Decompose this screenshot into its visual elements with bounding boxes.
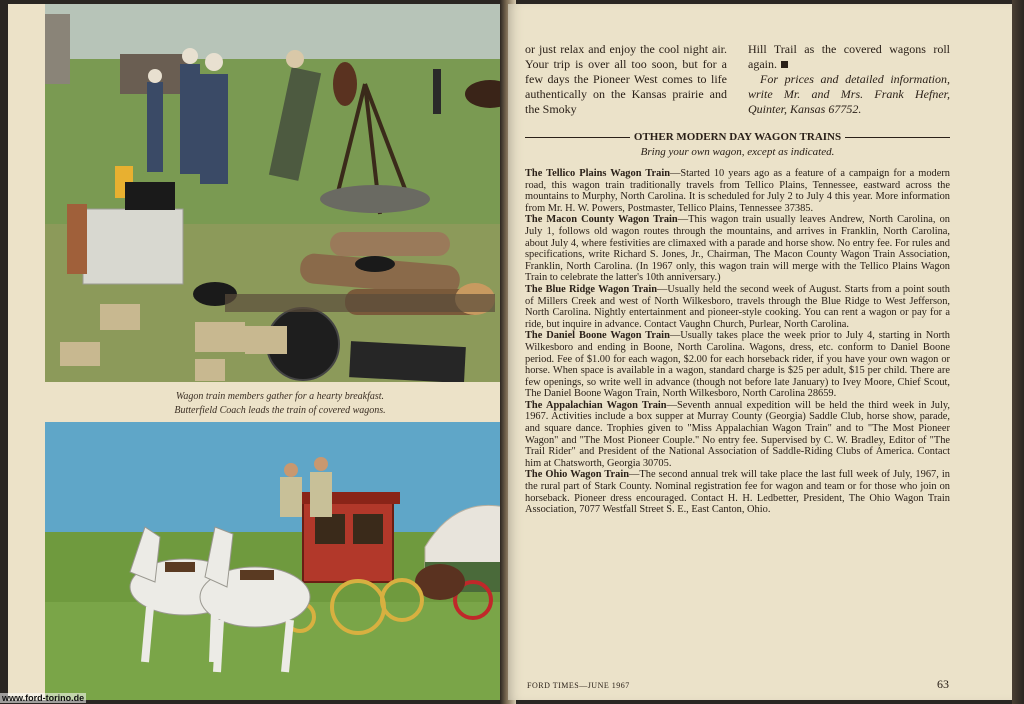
magazine-footer: FORD TIMES—JUNE 1967: [527, 681, 630, 690]
breakfast-scene: [45, 4, 504, 382]
stagecoach-photo: [45, 422, 504, 700]
entry-body: —Seventh annual expedition will be held the third week in July, 1967. Activities include a box supper at Murray County (Georgia) Saddle Club, horse show, parade, and square dance. Trophies given to "Miss Appalachian Wagon Train" and to "The Most Pioneer Wagon" and "The Most Pioneer Couple." No entry fee. Supervised by C. W. Bradley, Editor of "The Trail Rider" and President of the National Association of Saddle-Riding Clubs of America. Contact him at Chatsworth, Georgia 30705.: [525, 399, 951, 469]
heading-rule-left: [525, 137, 630, 138]
section-heading-text: OTHER MODERN DAY WAGON TRAINS: [633, 131, 842, 143]
caption-line-1: Wagon train members gather for a hearty breakfast.: [175, 391, 385, 402]
photo-caption: [115, 390, 445, 418]
entry-body: —Usually takes place the week prior to July 4, starting in North Wilkesboro and ending in Boone, North Carolina. Wagons, dress, etc. conform to Daniel Boone period. Fee of $1.00 for each wagon, $2.00 for each horseback rider, if you have your own wagon or horse. When space is available in a wagon, standard charge is $25 per adult, $15 per child. There are few openings, so write well in advance (though not before late January) to Ivey Moore, Chief Scout, The Daniel Boone Wagon Train, North Wilkesboro, North Carolina 28659.: [525, 330, 950, 400]
wagon-train-entry: [525, 168, 950, 214]
entry-title: The Tellico Plains Wagon Train: [525, 168, 670, 179]
website-watermark: www.ford-torino.de: [2, 693, 85, 703]
wagon-train-entry: [525, 469, 950, 515]
section-heading: [525, 131, 950, 143]
entry-body: —Usually held the second week of August. Starts from a point south of Millers Creek and west of North Wilkesboro, travels through the Blue Ridge to West Jefferson, North Carolina. Nightly entertainment and pioneer-style cooking. You can rent a wagon or pay for a ride, but inquire in advance. Contact Vaughn Church, Purlear, North Carolina.: [525, 283, 951, 330]
breakfast-photo: [45, 4, 504, 382]
entry-title: The Ohio Wagon Train: [525, 469, 630, 481]
wagon-train-entry: [525, 330, 950, 400]
caption-line-2: Butterfield Coach leads the train of covered wagons.: [174, 405, 386, 416]
entry-title: The Appalachian Wagon Train: [525, 399, 667, 411]
entry-body: —Started 10 years ago as a feature of a campaign for a modern road, this wagon train traditionally travels from Tellico Plains, Tennessee, eastward across the mountains to Murphy, North Carolina. It is scheduled for July 2 to July 4 this year. More information from Mr. H. W. Powers, Postmaster, Tellico Plains, Tennessee 37385.: [525, 168, 950, 214]
wagon-train-list: [525, 168, 950, 516]
entry-body: —The second annual trek will take place the last full week of July, 1967, in the rural part of Stark County. Nominal registration fee for wagon and team or for those who join on horseback. Pioneer dress encouraged. Contact H. H. Ledbetter, President, The Ohio Wagon Train Association, 7077 Westfall Street S. E., East Canton, Ohio.: [525, 469, 950, 516]
stagecoach-scene: [45, 422, 504, 700]
entry-title: The Blue Ridge Wagon Train: [525, 283, 657, 295]
page-number: 63: [937, 677, 949, 691]
intro-left-column: or just relax and enjoy the cool night air. Your trip is over all too soon, but for a few days the Pioneer West comes to life authentically on the Kansas prairie and the Smoky: [525, 42, 727, 116]
wagon-train-entry: [525, 400, 950, 470]
wagon-train-entry: [525, 284, 950, 330]
page-edge: [1012, 0, 1024, 704]
intro-right-text: Hill Trail as the covered wagons roll again.: [748, 42, 950, 71]
heading-rule-right: [845, 137, 950, 138]
prices-info: For prices and detailed information, write Mr. and Mrs. Frank Hefner, Quinter, Kansas 67752.: [748, 72, 950, 116]
intro-right-column: [748, 42, 950, 117]
entry-title: The Daniel Boone Wagon Train: [525, 330, 670, 342]
wagon-train-entry: [525, 214, 950, 284]
entry-body: —This wagon train usually leaves Andrew, North Carolina, on July 1, follows old wagon routes through the mountains, and arrives in Franklin, North Carolina, about July 4, where festivities are climaxed with a parade and horse show. No entry fee. For rules and specifications, write Richard S. Jones, Jr., Chairman, The Macon County Wagon Train Association, Franklin, North Carolina. (In 1967 only, this wagon train will merge with the Tellico Plains Wagon Train to celebrate the latter's 10th anniversary.): [525, 214, 950, 284]
entry-title: The Macon County Wagon Train: [525, 214, 678, 226]
end-mark-icon: [781, 61, 788, 68]
section-subheading: Bring your own wagon, except as indicated.: [640, 146, 835, 158]
